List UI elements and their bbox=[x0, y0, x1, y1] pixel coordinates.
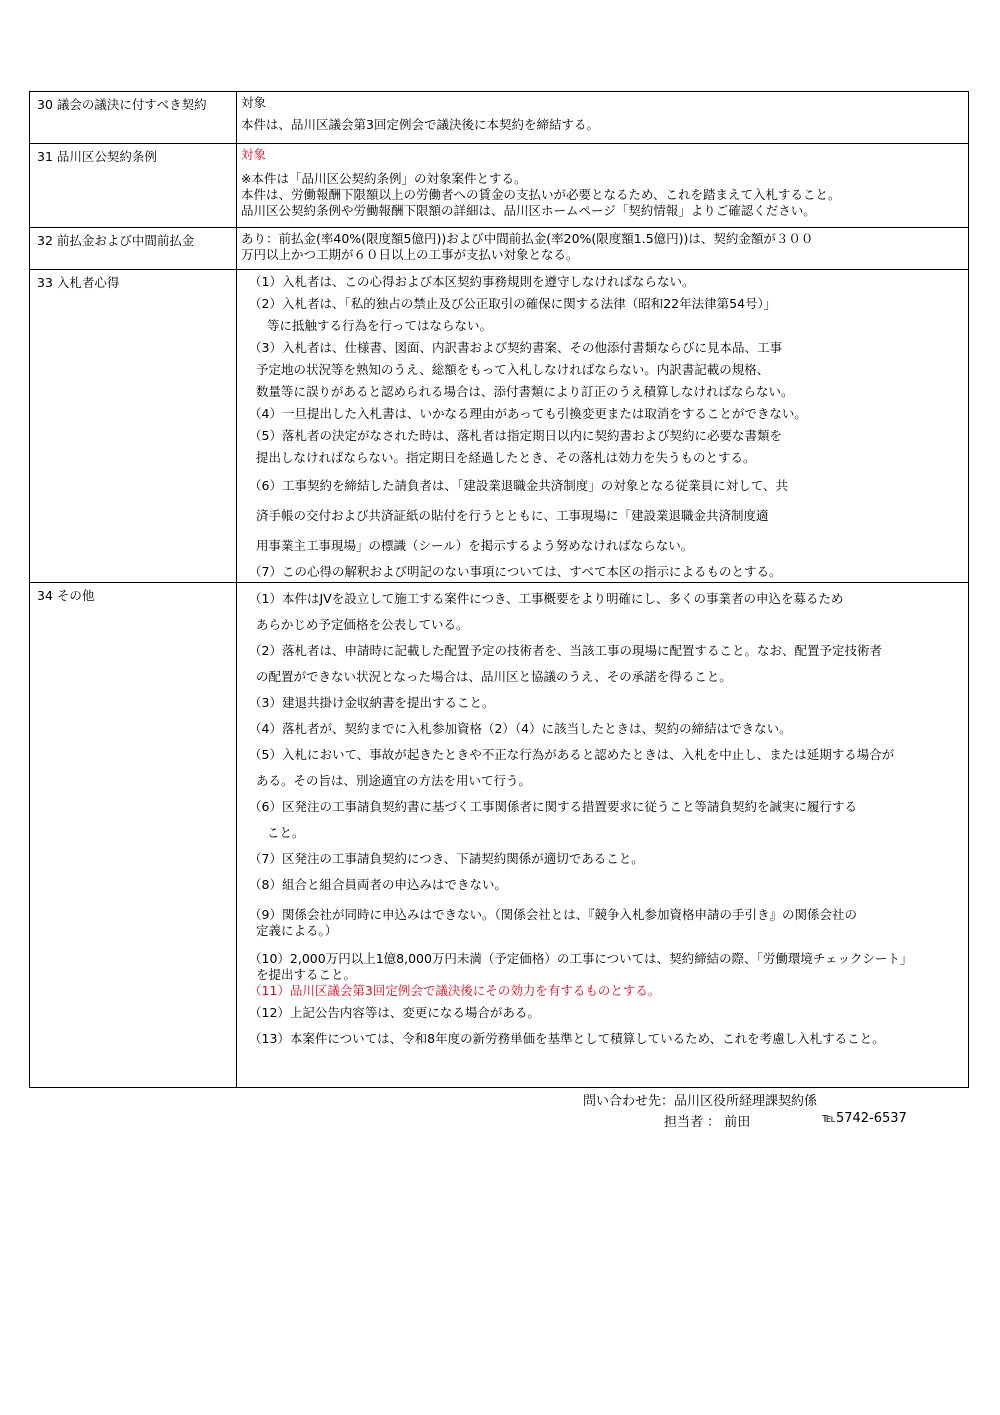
list-item-highlight: （11）品川区議会第3回定例会で議決後にその効力を有するものとする。 bbox=[249, 983, 661, 998]
row-34 bbox=[30, 583, 969, 1088]
list-item-cont: を提出すること。 bbox=[256, 967, 357, 982]
list-item-cont: 予定地の状況等を熟知のうえ、総額をもって入札しなければならない。内訳書記載の規格、 bbox=[256, 362, 770, 377]
list-item-cont: の配置ができない状況となった場合は、品川区と協議のうえ、その承諾を得ること。 bbox=[256, 669, 732, 684]
list-item-cont: あらかじめ予定価格を公表している。 bbox=[256, 617, 469, 632]
list-item: （7）この心得の解釈および明記のない事項については、すべて本区の指示によるものとする。 bbox=[249, 564, 782, 579]
row-30 bbox=[30, 92, 969, 144]
text-line: 本件は、労働報酬下限額以上の労働者への賃金の支払いが必要となるため、これを踏まえて入札すること。 bbox=[241, 187, 841, 202]
row-label: 34 その他 bbox=[30, 583, 237, 1088]
row-value bbox=[237, 228, 969, 270]
list-item: （1）入札者は、この心得および本区契約事務規則を遵守しなければならない。 bbox=[249, 274, 695, 289]
list-item-cont: 用事業主工事現場」の標識（シール）を掲示するよう努めなければならない。 bbox=[256, 538, 694, 553]
notice-table bbox=[29, 91, 969, 1088]
list-item: （3）建退共掛け金収納書を提出すること。 bbox=[249, 695, 495, 710]
list-item: （13）本案件については、令和8年度の新労務単価を基準として積算しているため、これを考慮し入札すること。 bbox=[249, 1031, 885, 1046]
list-item: （2）入札者は、「私的独占の禁止及び公正取引の確保に関する法律（昭和22年法律第54号）」 bbox=[249, 296, 777, 311]
list-item: （5）入札において、事故が起きたときや不正な行為があると認めたときは、入札を中止し、または延期する場合が bbox=[249, 747, 895, 762]
list-item: （8）組合と組合員両者の申込みはできない。 bbox=[249, 877, 507, 892]
row-33 bbox=[30, 270, 969, 583]
list-item: （10）2,000万円以上1億8,000万円未満（予定価格）の工事については、契約締結の際、「労働環境チェックシート」 bbox=[249, 951, 913, 966]
row-value bbox=[237, 92, 969, 144]
target-flag: 対象 bbox=[241, 147, 267, 162]
row-value bbox=[237, 144, 969, 228]
row-31 bbox=[30, 144, 969, 228]
row-label: 30 議会の議決に付すべき契約 bbox=[30, 92, 237, 144]
text-line: 対象 bbox=[241, 95, 267, 110]
list-item: （3）入札者は、仕様書、図面、内訳書および契約書案、その他添付書類ならびに見本品、工事 bbox=[249, 340, 782, 355]
person-line: 担当者 ： 前田 bbox=[664, 1115, 751, 1130]
text-line: ※本件は「品川区公契約条例」の対象案件とする。 bbox=[241, 171, 527, 186]
row-value bbox=[237, 270, 969, 583]
row-label: 31 品川区公契約条例 bbox=[30, 144, 237, 228]
list-item: （7）区発注の工事請負契約につき、下請契約関係が適切であること。 bbox=[249, 851, 644, 866]
list-item-cont: 済手帳の交付および共済証紙の貼付を行うとともに、工事現場に「建設業退職金共済制度適 bbox=[256, 508, 769, 523]
list-item: （2）落札者は、申請時に記載した配置予定の技術者を、当該工事の現場に配置すること。なお、配置予定技術者 bbox=[249, 643, 882, 658]
list-item-cont: ある。その旨は、別途適宜の方法を用いて行う。 bbox=[256, 773, 532, 788]
row-value bbox=[237, 583, 969, 1088]
list-item: （1）本件はJVを設立して施工する案件につき、工事概要をより明確にし、多くの事業者の申込を募るため bbox=[249, 591, 844, 606]
list-item-cont: 定義による。） bbox=[256, 923, 338, 938]
text-line: 品川区公契約条例や労働報酬下限額の詳細は、品川区ホームページ「契約情報」よりご確認ください。 bbox=[241, 203, 816, 218]
list-item-cont: こと。 bbox=[267, 825, 305, 840]
row-32 bbox=[30, 228, 969, 270]
list-item: （5）落札者の決定がなされた時は、落札者は指定期日以内に契約書および契約に必要な書類を bbox=[249, 428, 782, 443]
list-item-cont: 等に抵触する行為を行ってはならない。 bbox=[267, 318, 493, 333]
row-label: 33 入札者心得 bbox=[30, 270, 237, 583]
text-line: あり：前払金(率40%(限度額5億円))および中間前払金(率20%(限度額1.5億円))は、契約金額が３００ bbox=[241, 231, 814, 246]
list-item: （6）工事契約を締結した請負者は、「建設業退職金共済制度」の対象となる従業員に対して、共 bbox=[249, 478, 788, 493]
tel-line: ℡5742-6537 bbox=[822, 1111, 907, 1126]
list-item: （4）落札者が、契約までに入札参加資格（2）（4）に該当したときは、契約の締結はできない。 bbox=[249, 721, 792, 736]
text-line: 万円以上かつ工期が６０日以上の工事が支払い対象となる。 bbox=[241, 247, 579, 262]
text-line: 本件は、品川区議会第3回定例会で議決後に本契約を締結する。 bbox=[241, 117, 599, 132]
list-item-cont: 数量等に誤りがあると認められる場合は、添付書類により訂正のうえ積算しなければならない。 bbox=[256, 384, 794, 399]
list-item: （12）上記公告内容等は、変更になる場合がある。 bbox=[249, 1005, 540, 1020]
list-item-cont: 提出しなければならない。指定期日を経過したとき、その落札は効力を失うものとする。 bbox=[256, 450, 756, 465]
list-item: （6）区発注の工事請負契約書に基づく工事関係者に関する措置要求に従うこと等請負契約を誠実に履行する bbox=[249, 799, 857, 814]
list-item: （9）関係会社が同時に申込みはできない。（関係会社とは、『競争入札参加資格申請の手引き』の関係会社の bbox=[249, 907, 857, 922]
contact-line: 問い合わせ先：品川区役所経理課契約係 bbox=[583, 1094, 818, 1109]
list-item: （4）一旦提出した入札書は、いかなる理由があっても引換変更または取消をすることができない。 bbox=[249, 406, 807, 421]
row-label: 32 前払金および中間前払金 bbox=[30, 228, 237, 270]
